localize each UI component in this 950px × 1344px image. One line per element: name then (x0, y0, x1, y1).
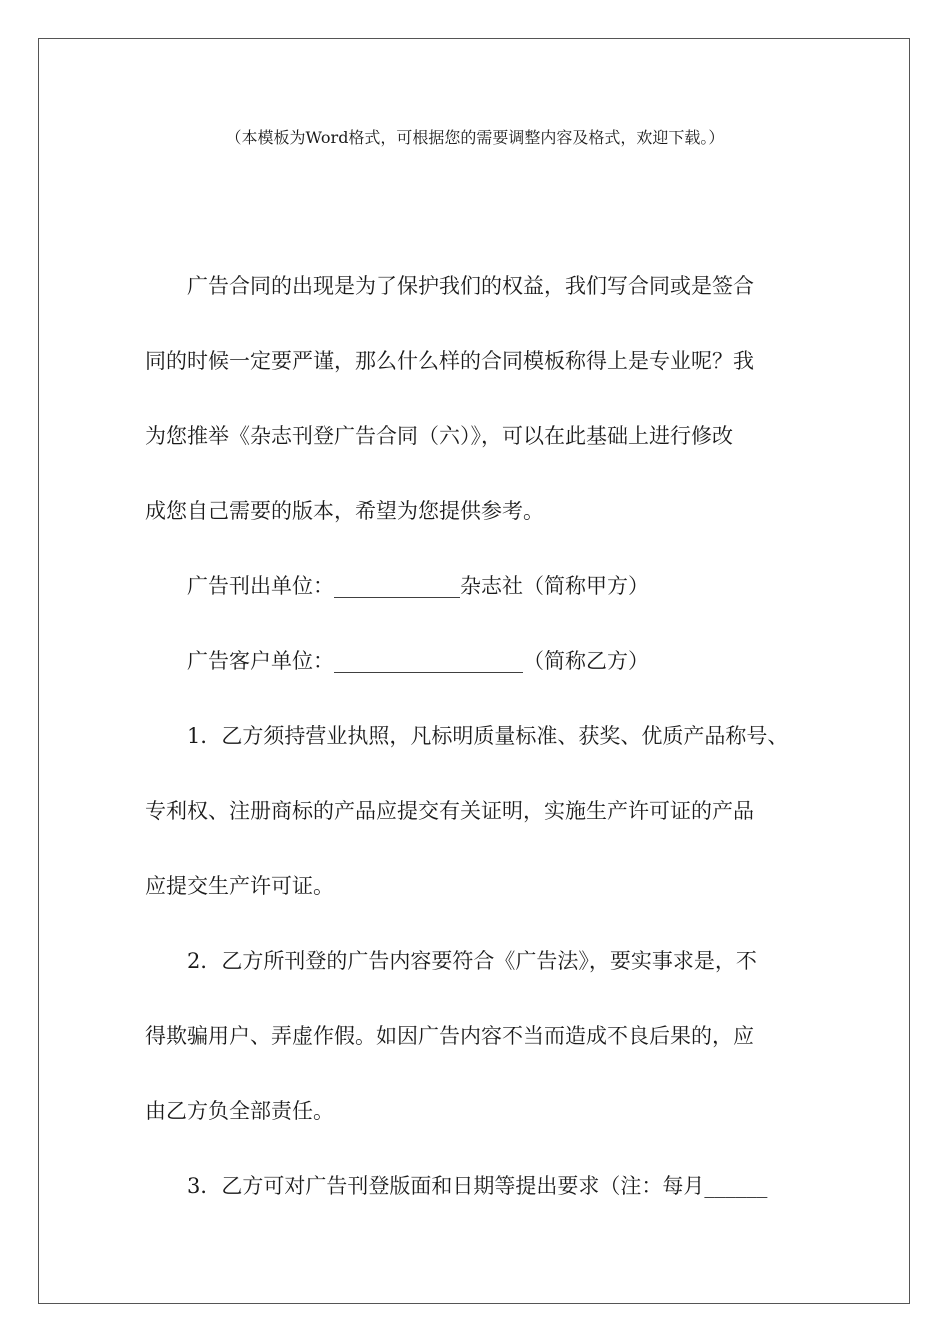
party-b-line (145, 643, 825, 681)
text-line: 1．乙方须持营业执照，凡标明质量标准、获奖、优质产品称号、 (187, 724, 789, 748)
clause-2 (145, 943, 825, 1131)
header-note: （本模板为Word格式，可根据您的需要调整内容及格式，欢迎下载。） (225, 128, 725, 147)
text-line: 专利权、注册商标的产品应提交有关证明，实施生产许可证的产品 (145, 799, 754, 823)
text-line: 广告合同的出现是为了保护我们的权益，我们写合同或是签合 (187, 274, 754, 298)
text-line: 成您自己需要的版本，希望为您提供参考。 (145, 499, 544, 523)
text-line: 同的时候一定要严谨，那么什么样的合同模板称得上是专业呢？我 (145, 349, 754, 373)
text-line: 广告刊出单位：____________杂志社（简称甲方） (187, 574, 649, 598)
clause-1 (145, 718, 825, 906)
text-line: 应提交生产许可证。 (145, 874, 334, 898)
text-line: 2．乙方所刊登的广告内容要符合《广告法》，要实事求是，不 (187, 949, 757, 973)
party-a-line (145, 568, 825, 606)
text-line: 得欺骗用户、弄虚作假。如因广告内容不当而造成不良后果的，应 (145, 1024, 754, 1048)
text-line: 3．乙方可对广告刊登版面和日期等提出要求（注：每月______ (187, 1174, 768, 1198)
text-line: 广告客户单位：__________________（简称乙方） (187, 649, 649, 673)
text-line: 由乙方负全部责任。 (145, 1099, 334, 1123)
text-line: 为您推举《杂志刊登广告合同（六）》，可以在此基础上进行修改 (145, 424, 733, 448)
intro-paragraph (145, 268, 825, 531)
clause-3 (145, 1168, 825, 1206)
document-body (145, 268, 825, 1243)
